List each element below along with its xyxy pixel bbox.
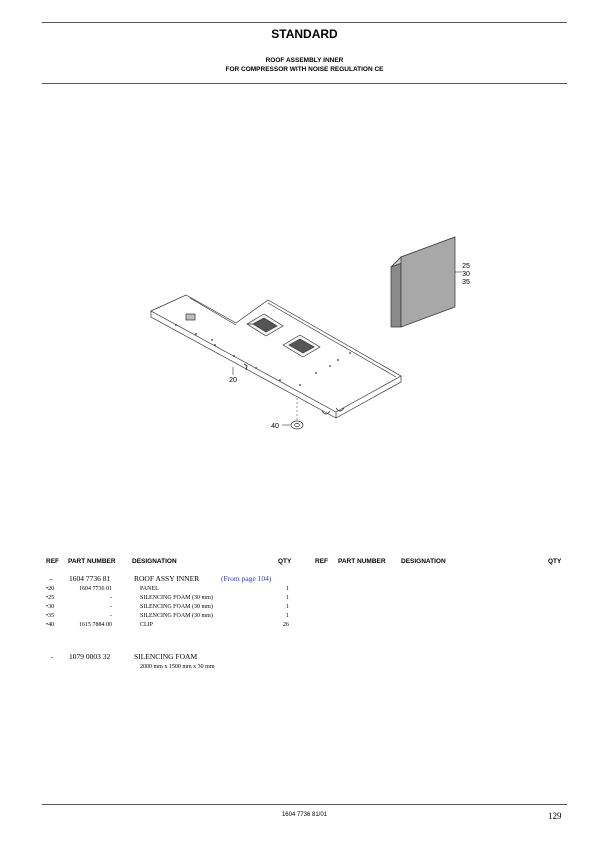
row-ref: •35 (46, 613, 55, 619)
document-number: 1604 7736 81/01 (281, 812, 328, 818)
col-header-part-number: PART NUMBER (68, 558, 116, 565)
row-ref: – (49, 574, 53, 583)
col-header-designation-right: DESIGNATION (401, 558, 446, 565)
col-header-qty: QTY (278, 558, 292, 565)
row-part-number: - (110, 613, 112, 619)
col-header-ref-right: REF (315, 558, 328, 565)
row-part-number: 1079 0003 32 (69, 652, 111, 661)
row-part-number: 1604 7736 01 (79, 586, 112, 592)
row-part-number: 1604 7736 81 (69, 574, 111, 583)
row-qty: 26 (283, 622, 289, 628)
row-qty: 1 (286, 595, 289, 601)
silencing-foam-block (391, 237, 455, 327)
row-ref: - (51, 652, 54, 661)
clip-part (291, 421, 303, 429)
row-qty: 1 (286, 604, 289, 610)
callout-25: 25 (462, 263, 470, 270)
page-subtitle-line2: FOR COMPRESSOR WITH NOISE REGULATION CE (225, 66, 384, 73)
page-title: STANDARD (271, 27, 338, 41)
roof-panel (151, 295, 401, 418)
row-ref: •30 (46, 604, 55, 610)
row-designation: PANEL (140, 586, 159, 592)
footer-rule (42, 804, 567, 805)
page-subtitle-line1: ROOF ASSEMBLY INNER (265, 57, 344, 64)
callout-35: 35 (462, 279, 470, 286)
page-number: 129 (548, 811, 562, 821)
row-designation: SILENCING FOAM (30 mm) (140, 613, 213, 619)
row-ref: •25 (46, 595, 55, 601)
row-part-number: - (110, 595, 112, 601)
col-header-designation: DESIGNATION (132, 558, 177, 565)
row-designation: ROOF ASSY INNER (134, 574, 200, 583)
callout-30: 30 (462, 271, 470, 278)
row-qty: 1 (286, 613, 289, 619)
from-page-link[interactable]: (From page 104) (221, 574, 272, 583)
callout-20: 20 (229, 377, 237, 384)
row-designation: SILENCING FOAM (30 mm) (140, 595, 213, 601)
row-ref: •20 (46, 586, 55, 592)
row-designation: SILENCING FOAM (30 mm) (140, 604, 213, 610)
row-qty: 1 (286, 586, 289, 592)
row-ref: •40 (46, 622, 55, 628)
row-detail: 2000 mm x 1500 mm x 30 mm (140, 664, 215, 670)
col-header-part-number-right: PART NUMBER (338, 558, 386, 565)
row-part-number: - (110, 604, 112, 610)
callout-40: 40 (271, 423, 279, 430)
row-designation: CLIP (140, 622, 154, 628)
row-designation: SILENCING FOAM (134, 652, 198, 661)
col-header-qty-right: QTY (548, 558, 562, 565)
row-part-number: 1615 7884 00 (79, 622, 112, 628)
col-header-ref: REF (46, 558, 59, 565)
